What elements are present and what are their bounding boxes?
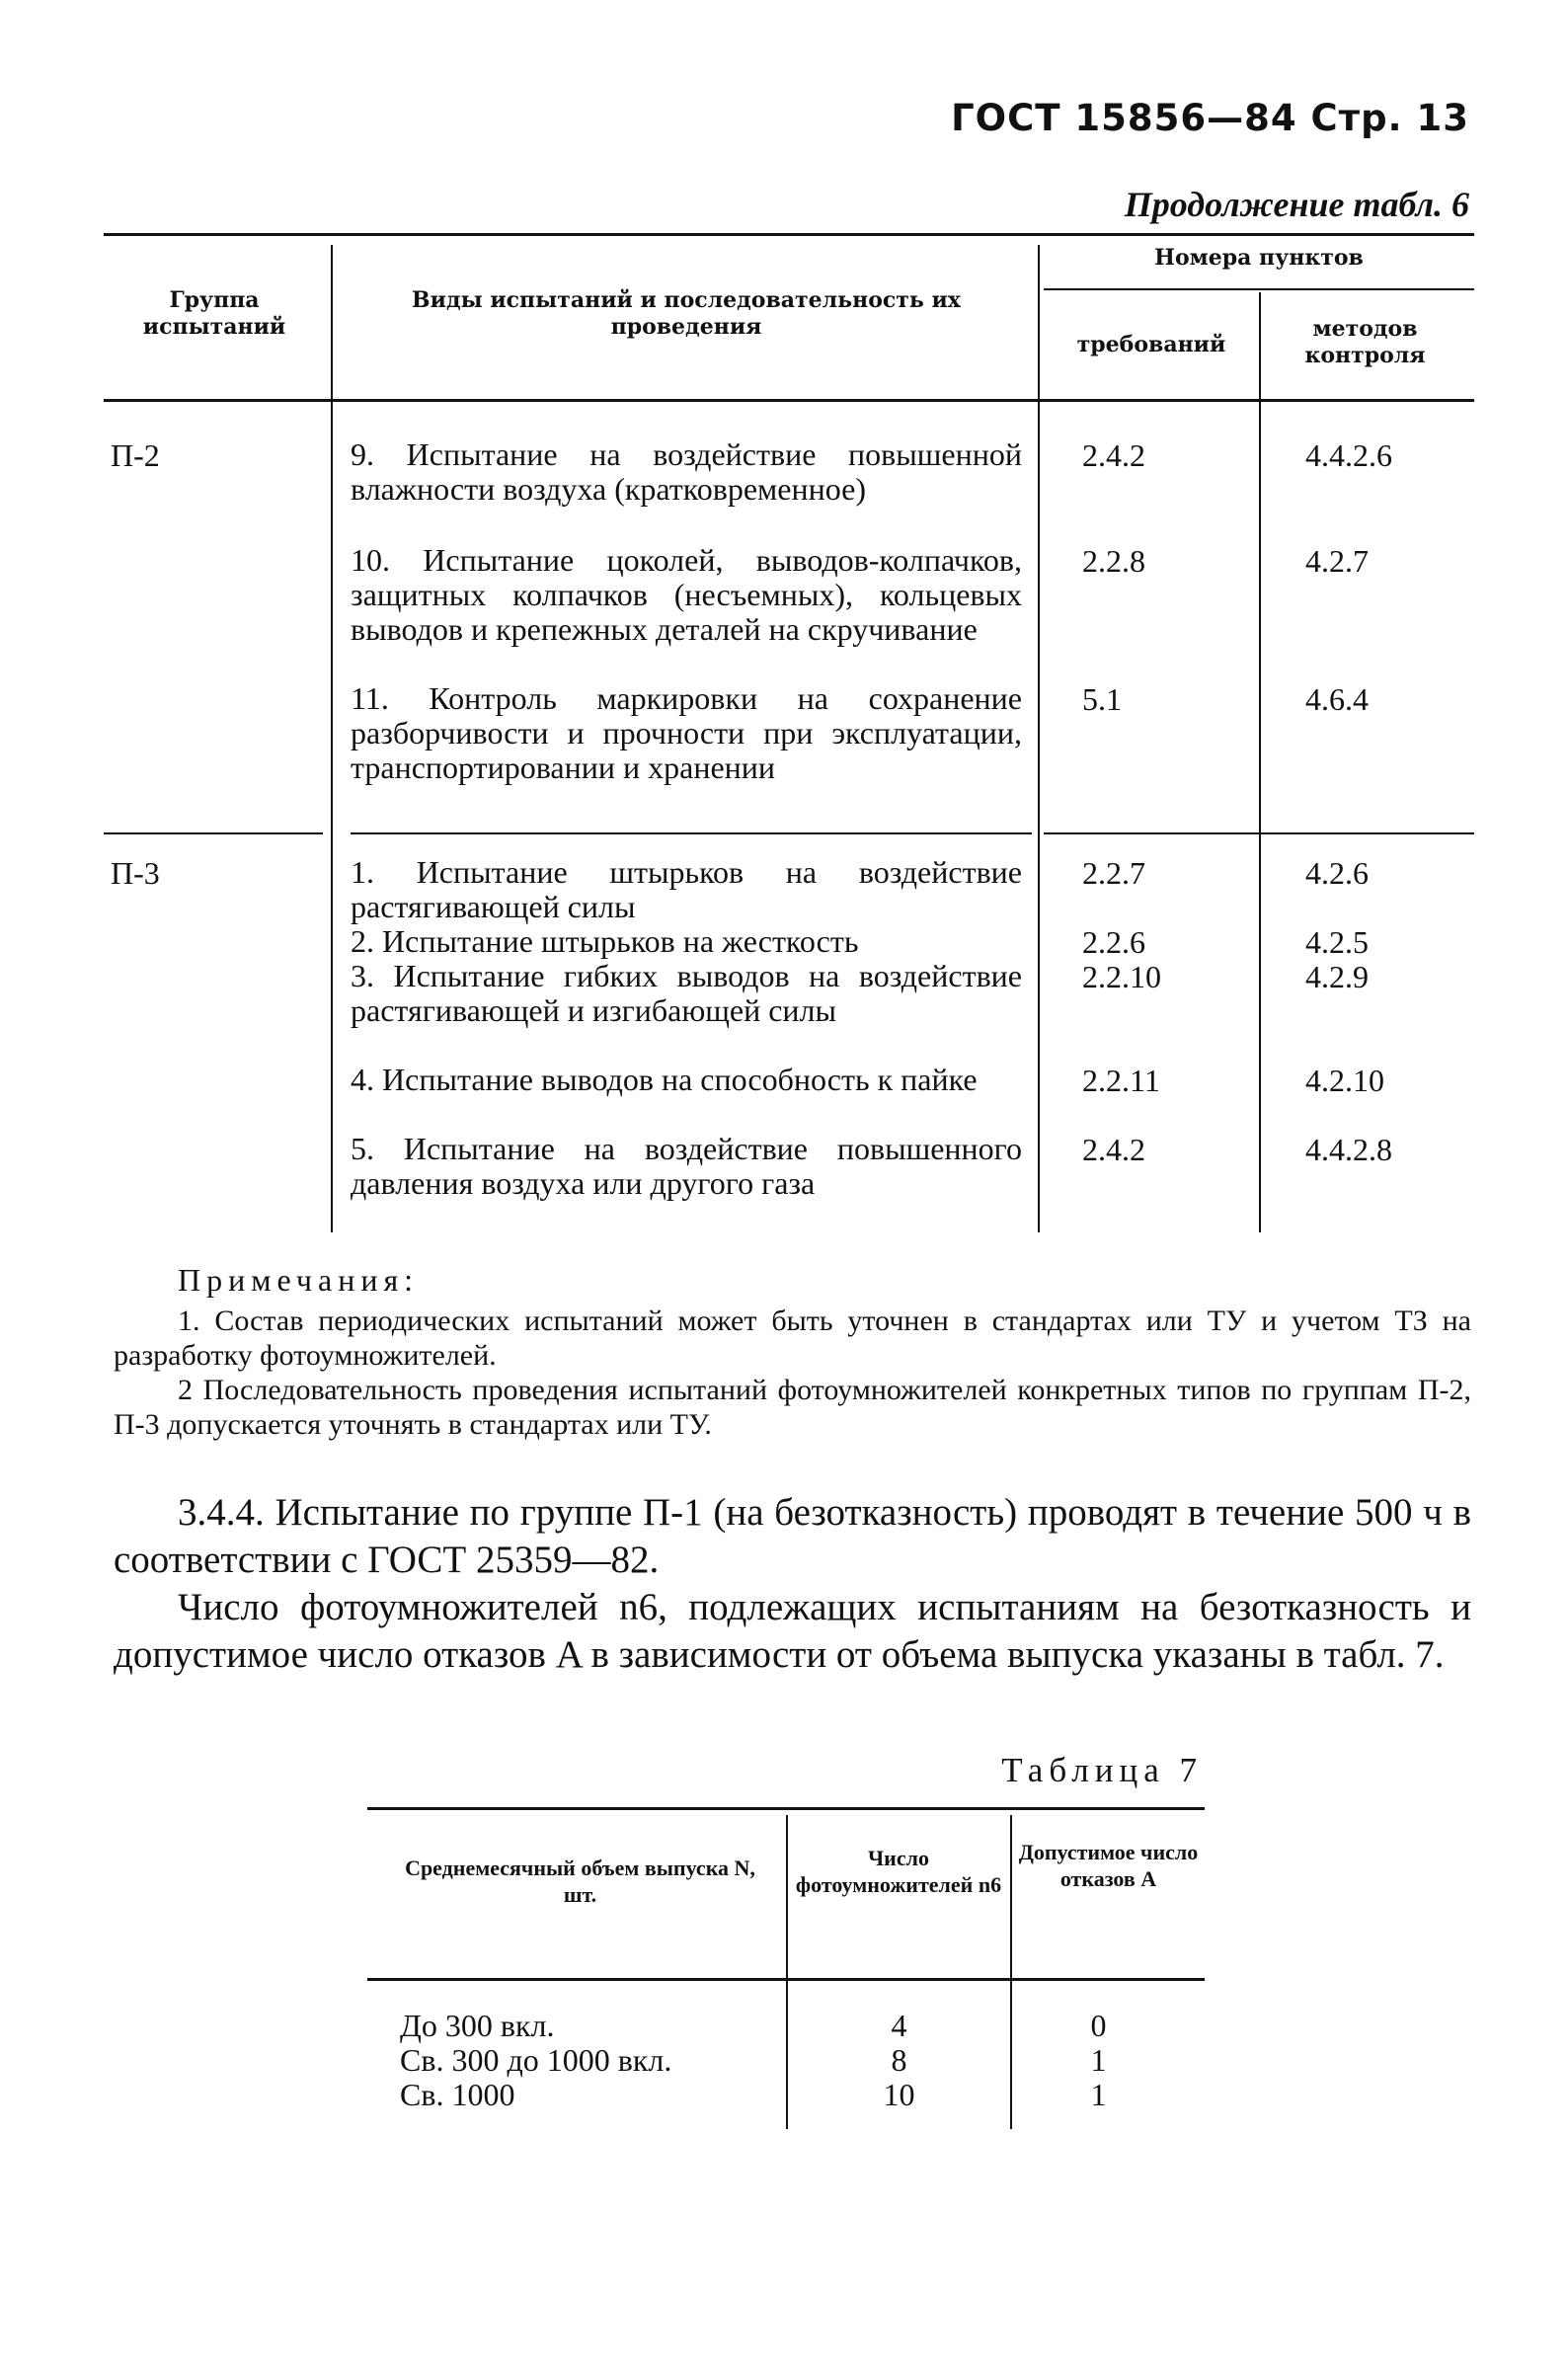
t7-count: 10 xyxy=(883,2077,915,2112)
col-divider-1 xyxy=(331,245,333,1232)
method-number: 4.4.2.8 xyxy=(1305,1132,1392,1167)
page-header: ГОСТ 15856—84 Стр. 13 xyxy=(951,97,1469,139)
req-number: 2.2.11 xyxy=(1082,1063,1160,1098)
header-group: Группа испытаний xyxy=(142,287,286,340)
t7-header-count: Число фотоумножителей n6 xyxy=(795,1846,1002,1897)
col-divider-2 xyxy=(1038,245,1040,1232)
req-number: 5.1 xyxy=(1082,681,1122,717)
method-number: 4.2.10 xyxy=(1305,1063,1384,1098)
req-number: 2.2.7 xyxy=(1082,855,1145,891)
req-number: 2.2.8 xyxy=(1082,543,1145,579)
test-item: 10. Испытание цоколей, выводов-колпачков, защитных колпачков (несъемных), кольцевых выводов и крепежных деталей на скручивание xyxy=(351,542,1022,647)
col-divider-3 xyxy=(1259,292,1261,1232)
method-number: 4.6.4 xyxy=(1305,681,1369,717)
req-number: 2.4.2 xyxy=(1082,437,1145,473)
method-number: 4.4.2.6 xyxy=(1305,437,1392,473)
numbers-subheader-rule xyxy=(1044,288,1474,290)
header-requirements: требований xyxy=(1076,332,1226,357)
test-item: 4. Испытание выводов на способность к пайке xyxy=(351,1062,978,1097)
t7-header-allowed: Допустимое число отказов A xyxy=(1018,1840,1199,1891)
t7-header-volume: Среднемесячный объем выпуска N, шт. xyxy=(405,1856,755,1907)
t7-allowed: 1 xyxy=(1090,2042,1107,2078)
t7-allowed: 0 xyxy=(1090,2008,1107,2043)
group-label: П-2 xyxy=(111,437,160,473)
header-bottom-rule xyxy=(104,399,1474,402)
test-item: 1. Испытание штырьков на воздействие растягивающей силы xyxy=(351,854,1022,924)
notes-title: Примечания: xyxy=(178,1262,420,1298)
test-item: 3. Испытание гибких выводов на воздействие растягивающей и изгибающей силы xyxy=(351,958,1022,1028)
t7-volume: Св. 300 до 1000 вкл. xyxy=(400,2042,672,2078)
table-continuation-caption: Продолжение табл. 6 xyxy=(1124,185,1469,224)
method-number: 4.2.5 xyxy=(1305,924,1369,960)
t7-volume: Св. 1000 xyxy=(400,2077,515,2112)
group-label: П-3 xyxy=(111,855,160,891)
method-number: 4.2.9 xyxy=(1305,959,1369,994)
t7-allowed: 1 xyxy=(1090,2077,1107,2112)
test-item: 5. Испытание на воздействие повышенного давления воздуха или другого газа xyxy=(351,1131,1022,1201)
group-divider-left xyxy=(104,832,323,834)
body-paragraph: Число фотоумножителей n6, подлежащих испытаниям на безотказность и допустимое число отказов A в зависимости от объема выпуска указаны в табл. 7. xyxy=(114,1586,1471,1676)
header-tests: Виды испытаний и последовательность их проведения xyxy=(412,287,961,340)
table-7-caption: Таблица 7 xyxy=(1001,1751,1203,1789)
test-item: 11. Контроль маркировки на сохранение разборчивости и прочности при эксплуатации, транспортировании и хранении xyxy=(351,680,1022,785)
req-number: 2.2.6 xyxy=(1082,924,1145,960)
header-numbers: Номера пунктов xyxy=(1154,245,1364,271)
t7-top-rule xyxy=(367,1807,1205,1810)
test-item: 2. Испытание штырьков на жесткость xyxy=(351,923,859,959)
req-number: 2.2.10 xyxy=(1082,959,1161,994)
method-number: 4.2.6 xyxy=(1305,855,1369,891)
group-divider-mid xyxy=(351,832,1032,834)
t7-count: 4 xyxy=(891,2008,907,2043)
header-methods: методов контроля xyxy=(1304,316,1426,368)
t7-count: 8 xyxy=(891,2042,907,2078)
note-item: 1. Состав периодических испытаний может быть уточнен в стандартах или ТУ и учетом ТЗ на разработку фотоумножителей. xyxy=(114,1304,1471,1372)
t7-volume: До 300 вкл. xyxy=(400,2008,555,2043)
test-item: 9. Испытание на воздействие повышенной влажности воздуха (кратковременное) xyxy=(351,436,1022,507)
method-number: 4.2.7 xyxy=(1305,543,1369,579)
req-number: 2.4.2 xyxy=(1082,1132,1145,1167)
note-item: 2 Последовательность проведения испытаний фотоумножителей конкретных типов по группам П-2, П-3 допускается уточнять в стандартах или ТУ. xyxy=(114,1374,1471,1441)
table-top-rule xyxy=(104,233,1474,236)
body-paragraph: 3.4.4. Испытание по группе П-1 (на безотказность) проводят в течение 500 ч в соответствии с ГОСТ 25359—82. xyxy=(114,1491,1471,1581)
